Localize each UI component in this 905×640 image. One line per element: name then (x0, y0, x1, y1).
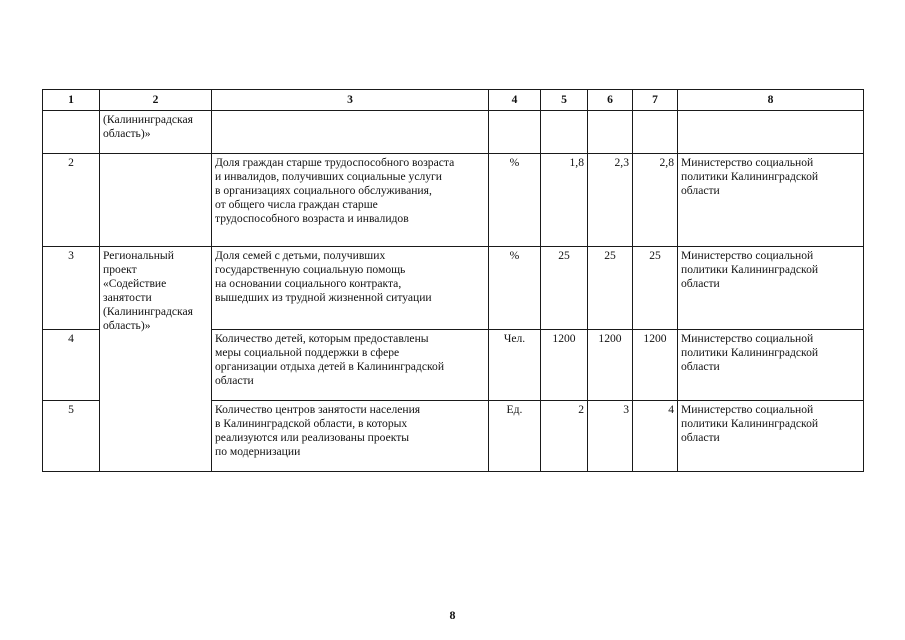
header-row (43, 90, 864, 111)
project-name: Региональный проект «Содействие занятости (Калининградская область)» (103, 249, 193, 332)
table-cell (489, 111, 541, 154)
responsible-text: Министерство социальной политики Калининградской области (681, 403, 819, 444)
project-cell (100, 247, 212, 472)
header-cell: 6 (588, 90, 633, 111)
project-name: (Калининградская область)» (103, 113, 193, 140)
value-cell: 1200 (633, 330, 678, 401)
unit-cell: % (489, 247, 541, 330)
table-row (43, 247, 864, 330)
responsible-cell (678, 247, 864, 330)
value-cell: 25 (633, 247, 678, 330)
indicators-table (42, 89, 864, 472)
value-cell: 2 (541, 401, 588, 472)
indicator-text: Доля граждан старше трудоспособного возраста и инвалидов, получивших социальные услуги в организациях социального обслуживания, от общего числа граждан старше трудоспособного возраста и инвалидов (215, 156, 455, 225)
responsible-text: Министерство социальной политики Калининградской области (681, 156, 819, 197)
table-cell (633, 111, 678, 154)
table-row (43, 154, 864, 247)
value-cell: 2,3 (588, 154, 633, 247)
value-cell: 2,8 (633, 154, 678, 247)
responsible-cell (678, 401, 864, 472)
indicator-cell (212, 154, 489, 247)
row-number: 4 (43, 330, 100, 401)
unit-cell: Чел. (489, 330, 541, 401)
project-cell (100, 154, 212, 247)
responsible-text: Министерство социальной политики Калининградской области (681, 332, 819, 373)
continuation-row (43, 111, 864, 154)
unit-cell: Ед. (489, 401, 541, 472)
table-cell (43, 111, 100, 154)
header-cell: 7 (633, 90, 678, 111)
header-cell: 5 (541, 90, 588, 111)
responsible-cell (678, 330, 864, 401)
value-cell: 3 (588, 401, 633, 472)
indicator-cell (212, 330, 489, 401)
header-cell: 3 (212, 90, 489, 111)
project-cell (100, 111, 212, 154)
header-cell: 4 (489, 90, 541, 111)
unit-cell: % (489, 154, 541, 247)
header-cell: 1 (43, 90, 100, 111)
indicator-cell (212, 401, 489, 472)
table-cell (541, 111, 588, 154)
indicator-text: Доля семей с детьми, получивших государственную социальную помощь на основании социального контракта, вышедших из трудной жизненной ситуации (215, 249, 432, 304)
header-cell: 2 (100, 90, 212, 111)
value-cell: 25 (541, 247, 588, 330)
table-cell (212, 111, 489, 154)
value-cell: 1,8 (541, 154, 588, 247)
indicator-cell (212, 247, 489, 330)
indicator-text: Количество детей, которым предоставлены меры социальной поддержки в сфере организации отдыха детей в Калининградской области (215, 332, 445, 387)
row-number: 5 (43, 401, 100, 472)
table-cell (588, 111, 633, 154)
responsible-text: Министерство социальной политики Калининградской области (681, 249, 819, 290)
header-cell: 8 (678, 90, 864, 111)
value-cell: 25 (588, 247, 633, 330)
row-number: 3 (43, 247, 100, 330)
table-cell (678, 111, 864, 154)
responsible-cell (678, 154, 864, 247)
value-cell: 1200 (541, 330, 588, 401)
row-number: 2 (43, 154, 100, 247)
indicator-text: Количество центров занятости населения в Калининградской области, в которых реализуются или реализованы проекты по модернизации (215, 403, 421, 458)
value-cell: 4 (633, 401, 678, 472)
value-cell: 1200 (588, 330, 633, 401)
page-number: 8 (449, 608, 456, 622)
